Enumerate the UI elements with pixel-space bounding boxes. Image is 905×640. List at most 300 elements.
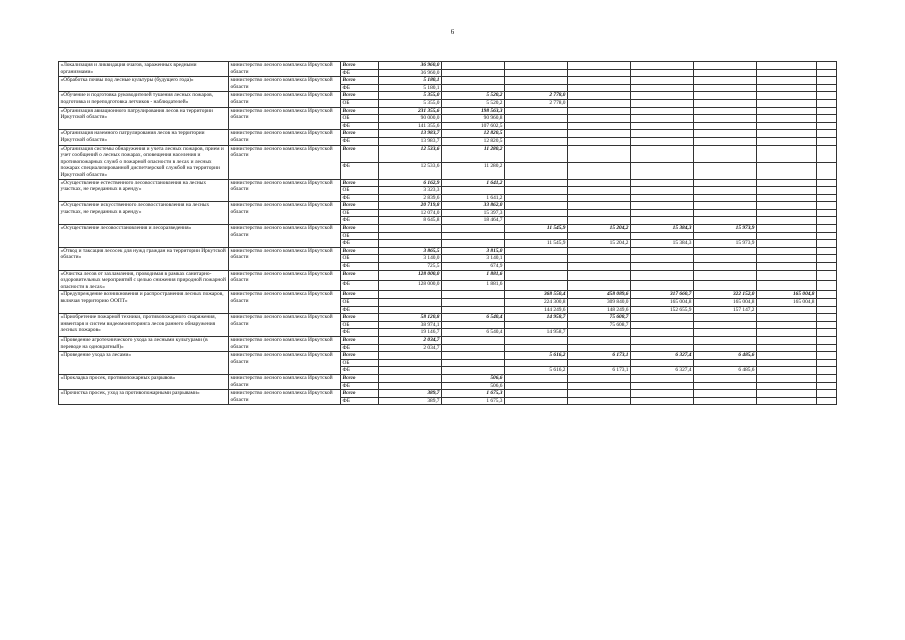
table-row: [59, 270, 837, 280]
amount-cell: 1 881,6: [442, 281, 505, 291]
amount-cell: [757, 382, 817, 390]
amount-cell: [568, 202, 631, 210]
amount-cell: [442, 336, 505, 344]
funding-source-cell: Всего: [341, 225, 379, 233]
amount-cell: [817, 299, 837, 307]
amount-cell: 165 004,8: [757, 299, 817, 307]
amount-cell: [757, 92, 817, 100]
executor-cell: министерство лесного комплекса Иркутской области: [229, 130, 341, 145]
amount-cell: [694, 130, 757, 138]
amount-cell: [505, 145, 568, 162]
amount-cell: [817, 194, 837, 202]
funding-source-cell: Всего: [341, 390, 379, 398]
table-row: [59, 179, 837, 187]
amount-cell: 157 147,2: [694, 306, 757, 314]
funding-source-cell: Всего: [341, 247, 379, 255]
amount-cell: [757, 336, 817, 344]
amount-cell: 3 140,0: [379, 255, 442, 263]
amount-cell: 15 397,3: [442, 209, 505, 217]
amount-cell: [694, 162, 757, 179]
amount-cell: [817, 359, 837, 367]
amount-cell: 5 355,0: [379, 92, 442, 100]
amount-cell: [817, 263, 837, 271]
amount-cell: 725,5: [379, 263, 442, 271]
amount-cell: [505, 122, 568, 130]
amount-cell: [442, 306, 505, 314]
amount-cell: 13 983,7: [379, 137, 442, 145]
table-row: [59, 390, 837, 398]
amount-cell: [631, 92, 694, 100]
table-row: [59, 247, 837, 255]
amount-cell: 389,7: [379, 397, 442, 405]
funding-source-cell: Всего: [341, 291, 379, 299]
amount-cell: 5 355,0: [379, 99, 442, 107]
amount-cell: 8 645,8: [379, 217, 442, 225]
amount-cell: [757, 390, 817, 398]
executor-cell: министерство лесного комплекса Иркутской области: [229, 145, 341, 179]
amount-cell: [505, 247, 568, 255]
amount-cell: [817, 382, 837, 390]
amount-cell: 75 608,7: [568, 321, 631, 329]
amount-cell: [694, 179, 757, 187]
amount-cell: 506,6: [442, 382, 505, 390]
amount-cell: 152 655,9: [631, 306, 694, 314]
amount-cell: [757, 255, 817, 263]
amount-cell: 12 074,0: [379, 209, 442, 217]
amount-cell: [568, 145, 631, 162]
amount-cell: [631, 145, 694, 162]
amount-cell: 90 000,0: [379, 115, 442, 123]
amount-cell: [442, 352, 505, 360]
amount-cell: 15 204,2: [568, 225, 631, 233]
activity-name-cell: «Локализация и ликвидация очагов, зараженных вредными организмами»: [59, 62, 229, 77]
amount-cell: 6 173,1: [568, 367, 631, 375]
amount-cell: 5 180,1: [379, 77, 442, 85]
amount-cell: [442, 344, 505, 352]
amount-cell: [817, 202, 837, 210]
funding-source-cell: ОБ: [341, 232, 379, 240]
amount-cell: [817, 232, 837, 240]
amount-cell: [631, 69, 694, 77]
amount-cell: [505, 281, 568, 291]
amount-cell: 2 778,0: [505, 92, 568, 100]
executor-cell: министерство лесного комплекса Иркутской области: [229, 291, 341, 314]
executor-cell: министерство лесного комплекса Иркутской области: [229, 107, 341, 130]
amount-cell: [442, 367, 505, 375]
executor-cell: министерство лесного комплекса Иркутской области: [229, 352, 341, 375]
amount-cell: [631, 99, 694, 107]
executor-cell: министерство лесного комплекса Иркутской области: [229, 62, 341, 77]
amount-cell: [631, 62, 694, 70]
amount-cell: [631, 77, 694, 85]
amount-cell: 674,9: [442, 263, 505, 271]
amount-cell: 5 616,2: [505, 367, 568, 375]
executor-cell: министерство лесного комплекса Иркутской области: [229, 336, 341, 351]
executor-cell: министерство лесного комплекса Иркутской области: [229, 225, 341, 248]
funding-source-cell: Всего: [341, 107, 379, 115]
amount-cell: [379, 291, 442, 299]
table-row: [59, 92, 837, 100]
table-row: [59, 107, 837, 115]
amount-cell: [631, 130, 694, 138]
amount-cell: 1 675,3: [442, 390, 505, 398]
amount-cell: 5 180,1: [379, 84, 442, 92]
table-row: [59, 145, 837, 162]
amount-cell: 3 323,3: [379, 187, 442, 195]
amount-cell: [631, 162, 694, 179]
funding-source-cell: ОБ: [341, 99, 379, 107]
amount-cell: 506,6: [442, 374, 505, 382]
amount-cell: [568, 92, 631, 100]
amount-cell: 20 719,8: [379, 202, 442, 210]
funding-source-cell: ФБ: [341, 162, 379, 179]
amount-cell: [817, 137, 837, 145]
amount-cell: [379, 382, 442, 390]
amount-cell: [568, 232, 631, 240]
funding-source-cell: ФБ: [341, 382, 379, 390]
activity-name-cell: «Прокладка просек, противопожарных разрывов»: [59, 374, 229, 389]
amount-cell: 15 384,3: [631, 240, 694, 248]
amount-cell: 38 974,1: [379, 321, 442, 329]
amount-cell: [694, 122, 757, 130]
amount-cell: 2 034,7: [379, 344, 442, 352]
amount-cell: 5 520,2: [442, 92, 505, 100]
funding-source-cell: ФБ: [341, 263, 379, 271]
amount-cell: [817, 247, 837, 255]
amount-cell: [568, 107, 631, 115]
amount-cell: [505, 137, 568, 145]
amount-cell: [817, 397, 837, 405]
funding-source-cell: ФБ: [341, 194, 379, 202]
amount-cell: [817, 329, 837, 337]
amount-cell: [631, 187, 694, 195]
amount-cell: [757, 162, 817, 179]
amount-cell: [379, 232, 442, 240]
table-row: [59, 225, 837, 233]
amount-cell: 2 839,6: [379, 194, 442, 202]
amount-cell: [631, 359, 694, 367]
amount-cell: [694, 145, 757, 162]
funding-source-cell: ФБ: [341, 69, 379, 77]
executor-cell: министерство лесного комплекса Иркутской области: [229, 314, 341, 337]
table-row: [59, 62, 837, 70]
amount-cell: [442, 240, 505, 248]
amount-cell: [568, 281, 631, 291]
amount-cell: 317 660,7: [631, 291, 694, 299]
amount-cell: [505, 336, 568, 344]
amount-cell: [631, 255, 694, 263]
amount-cell: [817, 336, 837, 344]
amount-cell: [694, 77, 757, 85]
amount-cell: [568, 187, 631, 195]
amount-cell: [694, 247, 757, 255]
amount-cell: [817, 77, 837, 85]
amount-cell: 309 840,0: [568, 299, 631, 307]
amount-cell: [505, 179, 568, 187]
amount-cell: 6 485,6: [694, 367, 757, 375]
amount-cell: [817, 69, 837, 77]
table-row: [59, 314, 837, 322]
amount-cell: [505, 397, 568, 405]
amount-cell: [568, 374, 631, 382]
amount-cell: 141 355,6: [379, 122, 442, 130]
amount-cell: [442, 69, 505, 77]
amount-cell: 5 520,2: [442, 99, 505, 107]
funding-source-cell: ФБ: [341, 306, 379, 314]
amount-cell: [817, 367, 837, 375]
amount-cell: [568, 397, 631, 405]
amount-cell: 15 204,2: [568, 240, 631, 248]
amount-cell: 33 862,0: [442, 202, 505, 210]
amount-cell: [505, 162, 568, 179]
amount-cell: [817, 209, 837, 217]
amount-cell: [817, 187, 837, 195]
funding-source-cell: Всего: [341, 62, 379, 70]
amount-cell: [631, 374, 694, 382]
amount-cell: [694, 232, 757, 240]
executor-cell: министерство лесного комплекса Иркутской области: [229, 202, 341, 225]
amount-cell: 458 089,6: [568, 291, 631, 299]
amount-cell: 15 973,9: [694, 240, 757, 248]
amount-cell: 15 973,9: [694, 225, 757, 233]
amount-cell: [694, 107, 757, 115]
amount-cell: [757, 225, 817, 233]
amount-cell: [631, 397, 694, 405]
amount-cell: [757, 344, 817, 352]
activity-name-cell: «Организация авиационного патрулирования лесов на территории Иркутской области»: [59, 107, 229, 130]
amount-cell: 6 327,4: [631, 367, 694, 375]
amount-cell: [694, 336, 757, 344]
activity-name-cell: «Обучение и подготовка руководителей тушения лесных пожаров, подготовка и переподготовка летчиков - наблюдателей»: [59, 92, 229, 107]
amount-cell: 12 820,5: [442, 137, 505, 145]
amount-cell: 36 960,0: [379, 62, 442, 70]
amount-cell: 198 563,3: [442, 107, 505, 115]
amount-cell: [817, 281, 837, 291]
amount-cell: [757, 99, 817, 107]
amount-cell: [568, 162, 631, 179]
funding-source-cell: ОБ: [341, 187, 379, 195]
amount-cell: [694, 255, 757, 263]
amount-cell: [757, 314, 817, 322]
amount-cell: [817, 107, 837, 115]
amount-cell: [757, 84, 817, 92]
amount-cell: [817, 291, 837, 299]
amount-cell: 3 815,0: [442, 247, 505, 255]
executor-cell: министерство лесного комплекса Иркутской области: [229, 92, 341, 107]
amount-cell: [694, 99, 757, 107]
amount-cell: [757, 240, 817, 248]
amount-cell: [694, 69, 757, 77]
activity-name-cell: «Проведение агротехнического ухода за лесными культурами (в переводе на однократный)»: [59, 336, 229, 351]
amount-cell: [568, 209, 631, 217]
amount-cell: [817, 374, 837, 382]
amount-cell: 6 173,1: [568, 352, 631, 360]
amount-cell: [694, 321, 757, 329]
amount-cell: [694, 382, 757, 390]
activity-name-cell: «Осуществление лесовосстановления и лесоразведения»: [59, 225, 229, 248]
amount-cell: [817, 162, 837, 179]
amount-cell: [379, 352, 442, 360]
amount-cell: 231 355,6: [379, 107, 442, 115]
table-row: [59, 202, 837, 210]
amount-cell: [694, 209, 757, 217]
table-row: [59, 374, 837, 382]
amount-cell: [817, 306, 837, 314]
funding-source-cell: ФБ: [341, 344, 379, 352]
amount-cell: [568, 336, 631, 344]
amount-cell: [442, 187, 505, 195]
executor-cell: министерство лесного комплекса Иркутской области: [229, 270, 341, 291]
amount-cell: [631, 84, 694, 92]
amount-cell: [505, 84, 568, 92]
amount-cell: 165 004,8: [694, 299, 757, 307]
amount-cell: 1 675,3: [442, 397, 505, 405]
funding-source-cell: ФБ: [341, 367, 379, 375]
amount-cell: [568, 217, 631, 225]
amount-cell: [694, 217, 757, 225]
amount-cell: 224 300,8: [505, 299, 568, 307]
table-row: [59, 336, 837, 344]
amount-cell: [442, 321, 505, 329]
amount-cell: 144 249,6: [505, 306, 568, 314]
amount-cell: [505, 130, 568, 138]
amount-cell: [631, 270, 694, 280]
amount-cell: 36 960,0: [379, 69, 442, 77]
funding-source-cell: Всего: [341, 352, 379, 360]
funding-source-cell: Всего: [341, 202, 379, 210]
amount-cell: [631, 382, 694, 390]
activity-name-cell: «Осуществление естественного лесовосстановления на лесных участках, не переданных в аренду»: [59, 179, 229, 202]
amount-cell: 107 602,5: [442, 122, 505, 130]
amount-cell: 6 162,9: [379, 179, 442, 187]
amount-cell: [817, 321, 837, 329]
amount-cell: [817, 270, 837, 280]
amount-cell: [568, 344, 631, 352]
funding-source-cell: Всего: [341, 179, 379, 187]
amount-cell: [568, 382, 631, 390]
amount-cell: [694, 329, 757, 337]
funding-source-cell: ФБ: [341, 122, 379, 130]
funding-source-cell: ФБ: [341, 397, 379, 405]
amount-cell: [757, 281, 817, 291]
amount-cell: 12 533,6: [379, 162, 442, 179]
funding-source-cell: ФБ: [341, 329, 379, 337]
amount-cell: [442, 359, 505, 367]
amount-cell: [631, 137, 694, 145]
amount-cell: [757, 77, 817, 85]
amount-cell: 6 540,4: [442, 329, 505, 337]
amount-cell: [568, 390, 631, 398]
amount-cell: [757, 367, 817, 375]
amount-cell: [694, 359, 757, 367]
amount-cell: [694, 397, 757, 405]
executor-cell: министерство лесного комплекса Иркутской области: [229, 390, 341, 405]
executor-cell: министерство лесного комплекса Иркутской области: [229, 179, 341, 202]
amount-cell: [442, 84, 505, 92]
amount-cell: [568, 115, 631, 123]
amount-cell: 165 004,8: [757, 291, 817, 299]
amount-cell: [379, 374, 442, 382]
amount-cell: [568, 130, 631, 138]
amount-cell: [694, 344, 757, 352]
funding-source-cell: Всего: [341, 270, 379, 280]
funding-source-cell: ОБ: [341, 255, 379, 263]
amount-cell: [568, 359, 631, 367]
amount-cell: 1 881,6: [442, 270, 505, 280]
amount-cell: [817, 314, 837, 322]
amount-cell: [631, 232, 694, 240]
amount-cell: [817, 217, 837, 225]
amount-cell: 90 960,8: [442, 115, 505, 123]
amount-cell: [568, 77, 631, 85]
amount-cell: [568, 84, 631, 92]
amount-cell: [694, 62, 757, 70]
amount-cell: [757, 306, 817, 314]
amount-cell: [631, 209, 694, 217]
amount-cell: 2 778,0: [505, 99, 568, 107]
funding-source-cell: Всего: [341, 374, 379, 382]
funding-source-cell: ОБ: [341, 321, 379, 329]
amount-cell: 1 641,2: [442, 194, 505, 202]
amount-cell: [757, 179, 817, 187]
amount-cell: [694, 281, 757, 291]
amount-cell: [694, 92, 757, 100]
amount-cell: 368 550,4: [505, 291, 568, 299]
amount-cell: [631, 344, 694, 352]
table-row: [59, 77, 837, 85]
activity-name-cell: «Очистка лесов от захламления, проводимая в рамках санитарно-оздоровительных мероприятий с целью снижения природной пожарной опасности в лесах»: [59, 270, 229, 291]
amount-cell: [631, 247, 694, 255]
funding-source-cell: ФБ: [341, 84, 379, 92]
amount-cell: [379, 367, 442, 375]
amount-cell: 3 865,5: [379, 247, 442, 255]
amount-cell: [757, 232, 817, 240]
funding-source-cell: ОБ: [341, 299, 379, 307]
amount-cell: [694, 390, 757, 398]
executor-cell: министерство лесного комплекса Иркутской области: [229, 374, 341, 389]
amount-cell: [505, 390, 568, 398]
amount-cell: 1 641,2: [442, 179, 505, 187]
amount-cell: [568, 270, 631, 280]
amount-cell: [505, 194, 568, 202]
amount-cell: [568, 247, 631, 255]
amount-cell: [631, 321, 694, 329]
funding-source-cell: Всего: [341, 130, 379, 138]
amount-cell: 11 280,2: [442, 145, 505, 162]
amount-cell: 6 540,4: [442, 314, 505, 322]
amount-cell: [757, 130, 817, 138]
amount-cell: [568, 194, 631, 202]
amount-cell: [379, 299, 442, 307]
amount-cell: 13 983,7: [379, 130, 442, 138]
amount-cell: [505, 202, 568, 210]
amount-cell: [757, 352, 817, 360]
amount-cell: [757, 397, 817, 405]
amount-cell: [505, 77, 568, 85]
budget-table: [58, 61, 837, 405]
table-row: [59, 130, 837, 138]
amount-cell: [817, 240, 837, 248]
amount-cell: [757, 329, 817, 337]
funding-source-cell: ОБ: [341, 359, 379, 367]
amount-cell: [568, 137, 631, 145]
amount-cell: 14 958,7: [505, 329, 568, 337]
amount-cell: [757, 270, 817, 280]
amount-cell: 12 533,6: [379, 145, 442, 162]
amount-cell: [631, 336, 694, 344]
amount-cell: [817, 84, 837, 92]
amount-cell: [817, 62, 837, 70]
